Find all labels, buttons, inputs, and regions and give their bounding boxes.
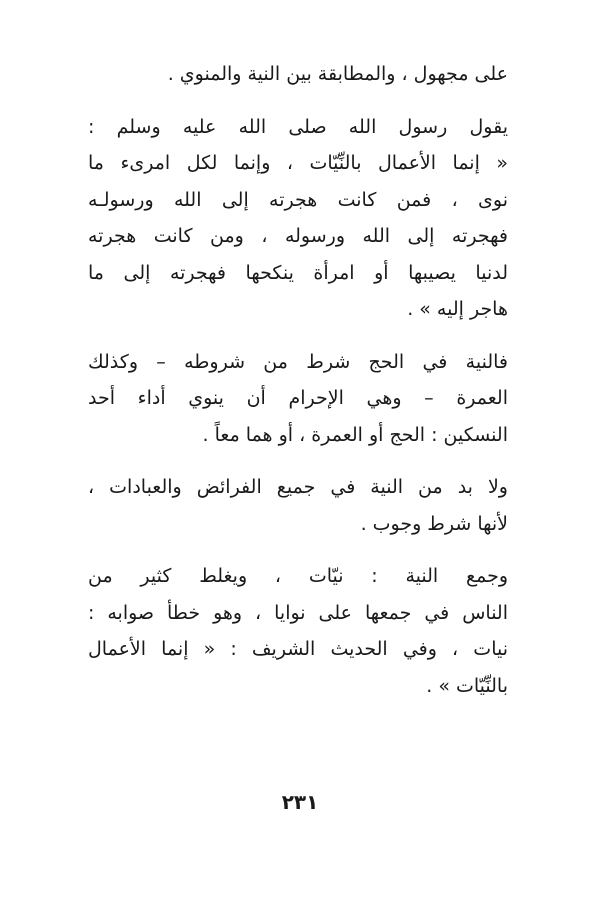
text-line: هاجر إليه » . — [407, 298, 508, 320]
text-line: لأنها شرط وجوب . — [360, 512, 508, 535]
text-line: فهجرته إلى الله ورسوله ، ومن كانت هجرته — [88, 225, 508, 247]
text-line: النسكين : الحج أو العمرة ، أو هما معاً . — [202, 423, 508, 446]
paragraph-5 — [88, 558, 508, 704]
text-line: وجمع النية : نيّات ، ويغلط كثير من — [88, 565, 508, 587]
text-line: الناس في جمعها على نوايا ، وهو خطأ صوابه : — [88, 601, 508, 624]
text-line: نوى ، فمن كانت هجرته إلى الله ورسولـه — [88, 188, 508, 211]
text-line: بالنِّيّات » . — [426, 674, 508, 697]
page-number: ٢٣١ — [281, 790, 319, 814]
text-line: فالنية في الحج شرط من شروطه – وكذلك — [88, 350, 508, 373]
paragraph-4 — [88, 469, 508, 542]
paragraph-1 — [88, 56, 508, 93]
text-column — [88, 56, 508, 704]
text-line: على مجهول ، والمطابقة بين النية والمنوي . — [167, 63, 508, 85]
text-line: ولا بد من النية في جميع الفرائض والعبادات ، — [88, 476, 508, 498]
paragraph-3 — [88, 344, 508, 454]
text-line: نيات ، وفي الحديث الشريف : « إنما الأعمال — [88, 638, 508, 660]
text-line: « إنما الأعمال بالنِّيّات ، وإنما لكل امرىء ما — [88, 152, 508, 174]
text-line: لدنيا يصيبها أو امرأة ينكحها فهجرته إلى ما — [88, 261, 508, 284]
text-line: يقول رسول الله صلى الله عليه وسلم : — [88, 115, 508, 138]
paragraph-2 — [88, 109, 508, 328]
text-line: العمرة – وهي الإحرام أن ينوي أداء أحد — [88, 387, 508, 409]
